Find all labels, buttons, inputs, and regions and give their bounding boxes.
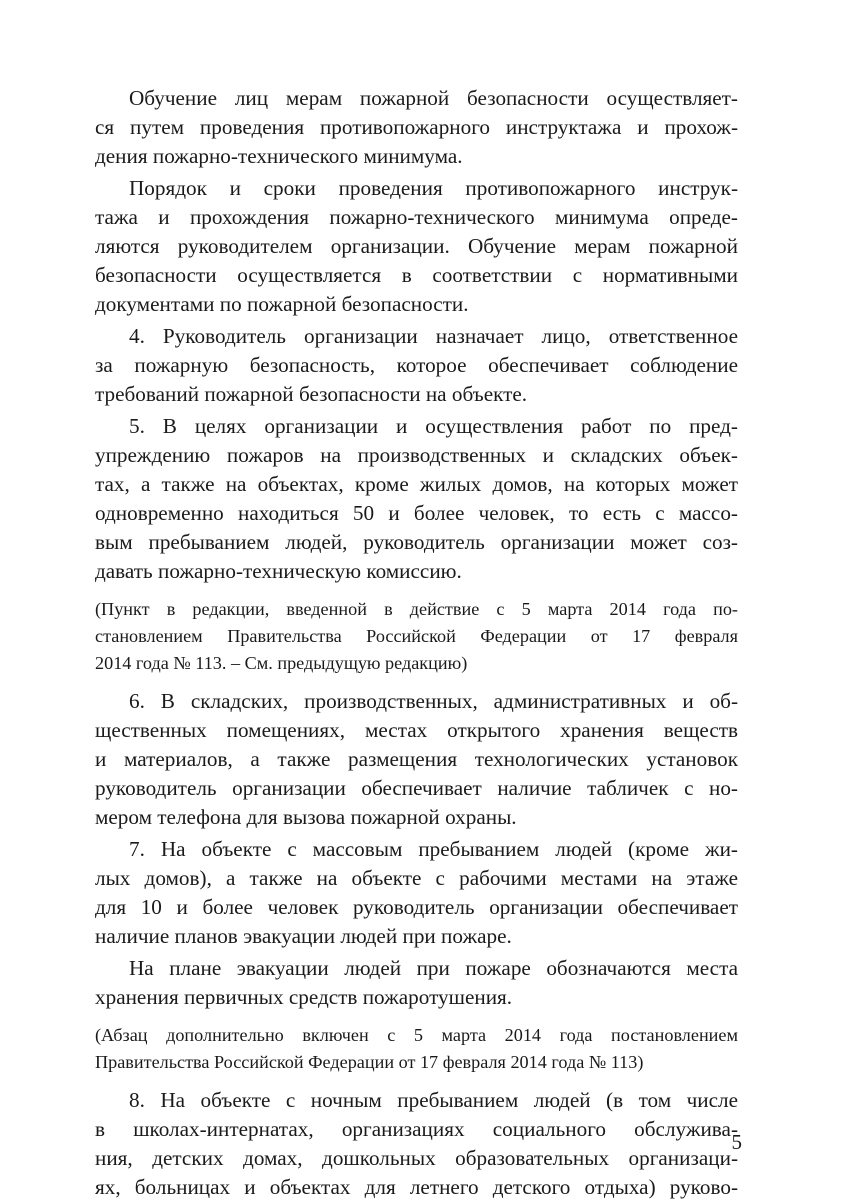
text-line: в школах-интернатах, организациях социального обслужива- [95,1117,738,1141]
note-line: Правительства Российской Федерации от 17 февраля 2014 года № 113) [95,1052,644,1072]
paragraph-procedure [95,174,738,319]
text-line: хранения первичных средств пожаротушения. [95,985,513,1009]
paragraph-item-7 [95,835,738,951]
text-line: для 10 и более человек руководитель организации обеспечивает [95,895,738,919]
paragraph-training [95,84,738,171]
paragraph-item-5 [95,412,738,586]
text-line: 4. Руководитель организации назначает лицо, ответственное [129,324,738,348]
text-line: ях, больницах и объектах для летнего детского отдыха) руково- [95,1175,738,1199]
text-line: руководитель организации обеспечивает наличие табличек с но- [95,776,738,800]
text-line: Обучение лиц мерам пожарной безопасности осуществляет- [129,86,738,110]
text-line: тажа и прохождения пожарно-технического минимума опреде- [95,205,738,229]
paragraph-evacuation-plan [95,954,738,1012]
note-line: 2014 года № 113. – См. предыдущую редакцию) [95,653,468,673]
paragraph-item-4 [95,322,738,409]
paragraph-item-6 [95,687,738,832]
text-line: 5. В целях организации и осуществления работ по пред- [129,414,738,438]
document-page [95,84,738,1202]
text-line: документами по пожарной безопасности. [95,292,469,316]
text-line: упреждению пожаров на производственных и складских объек- [95,443,738,467]
text-line: Порядок и сроки проведения противопожарного инструк- [129,176,738,200]
text-line: 8. На объекте с ночным пребыванием людей (в том числе [129,1088,738,1112]
text-line: лых домов), а также на объекте с рабочими местами на этаже [95,866,738,890]
note-line: (Абзац дополнительно включен с 5 марта 2014 года постановлением [95,1025,738,1045]
text-line: давать пожарно-техническую комиссию. [95,559,462,583]
editorial-note [95,596,738,677]
text-line: тах, а также на объектах, кроме жилых домов, на которых может [95,472,738,496]
text-line: щественных помещениях, местах открытого хранения веществ [95,718,738,742]
text-line: мером телефона для вызова пожарной охраны. [95,805,517,829]
paragraph-item-8 [95,1086,738,1202]
text-line: одновременно находиться 50 и более человек, то есть с массо- [95,501,738,525]
editorial-note [95,1022,738,1076]
text-line: и материалов, а также размещения технологических установок [95,747,738,771]
text-line: На плане эвакуации людей при пожаре обозначаются места [129,956,738,980]
text-line: вым пребыванием людей, руководитель организации может соз- [95,530,738,554]
text-line: безопасности осуществляется в соответствии с нормативными [95,263,738,287]
text-line: ся путем проведения противопожарного инструктажа и прохож- [95,115,738,139]
note-line: становлением Правительства Российской Федерации от 17 февраля [95,626,738,646]
text-line: ляются руководителем организации. Обучение мерам пожарной [95,234,738,258]
text-line: дения пожарно-технического минимума. [95,144,463,168]
note-line: (Пункт в редакции, введенной в действие с 5 марта 2014 года по- [95,599,738,619]
text-line: 6. В складских, производственных, административных и об- [129,689,738,713]
text-line: ния, детских домах, дошкольных образовательных организаци- [95,1146,738,1170]
page-number: 5 [731,1130,742,1154]
text-line: за пожарную безопасность, которое обеспечивает соблюдение [95,353,738,377]
text-line: требований пожарной безопасности на объекте. [95,382,528,406]
text-line: 7. На объекте с массовым пребыванием людей (кроме жи- [129,837,738,861]
text-line: наличие планов эвакуации людей при пожаре. [95,924,512,948]
